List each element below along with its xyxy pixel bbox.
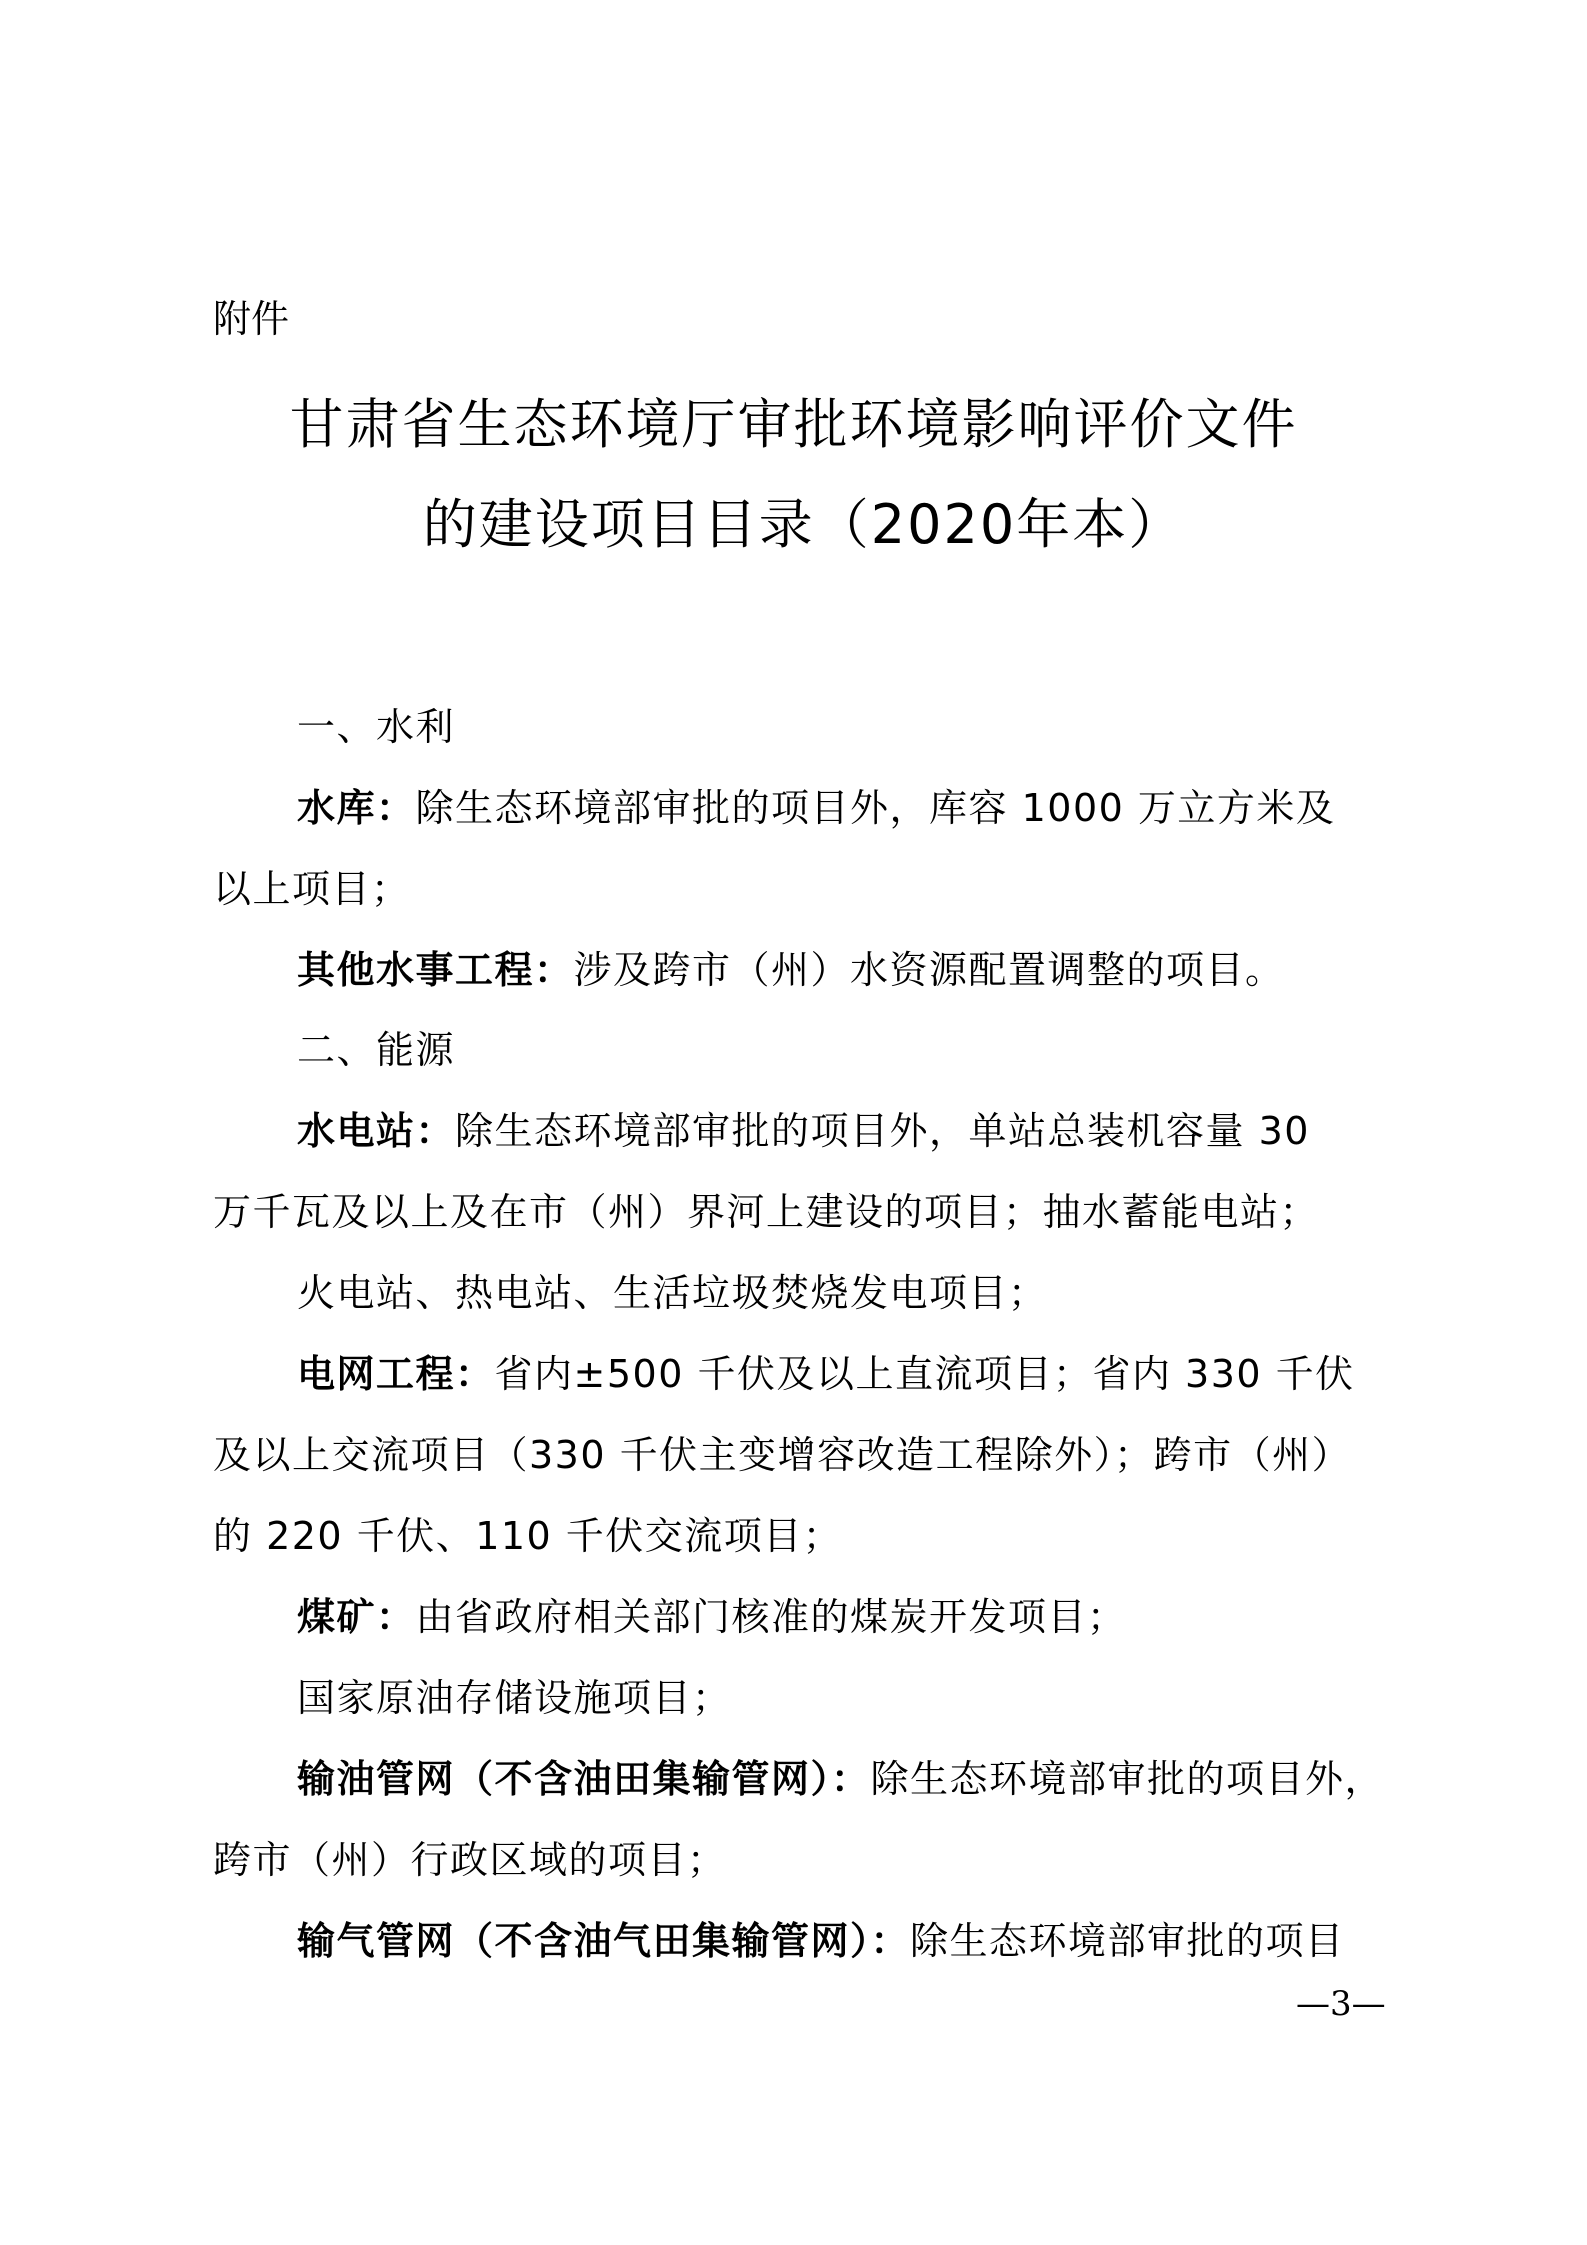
- item-reservoir-continued: 以上项目；: [213, 867, 411, 911]
- item-power-grid: [297, 1349, 1397, 1399]
- item-term: 其他水事工程：: [297, 948, 574, 992]
- item-oil-pipeline-continued: 跨市（州）行政区域的项目；: [213, 1838, 727, 1882]
- item-hydropower-continued: 万千瓦及以上及在市（州）界河上建设的项目；抽水蓄能电站；: [213, 1190, 1320, 1234]
- item-text: 涉及跨市（州）水资源配置调整的项目。: [573, 948, 1285, 992]
- item-text: 除生态环境部审批的项目外，库容 1000 万立方米及: [415, 786, 1336, 830]
- item-text: 除生态环境部审批的项目: [910, 1919, 1345, 1963]
- item-term: 输油管网（不含油田集输管网）：: [297, 1757, 871, 1801]
- page-number: —3—: [1296, 1984, 1386, 2024]
- item-hydropower: [297, 1106, 1397, 1156]
- item-term: 电网工程：: [297, 1352, 495, 1396]
- section-heading-energy: 二、能源: [297, 1028, 456, 1072]
- item-oil-pipeline: [297, 1754, 1397, 1804]
- item-reservoir: [297, 783, 1397, 833]
- item-crude-oil-storage: 国家原油存储设施项目；: [297, 1676, 732, 1720]
- document-title-line-1: 甘肃省生态环境厅审批环境影响评价文件: [289, 393, 1298, 456]
- document-title-line-2: 的建设项目目录（2020年本）: [422, 493, 1185, 556]
- item-gas-pipeline: [297, 1916, 1397, 1966]
- item-text: 省内±500 千伏及以上直流项目；省内 330 千伏: [494, 1352, 1355, 1396]
- item-coal-mine: [297, 1592, 1397, 1642]
- item-term: 输气管网（不含油气田集输管网）：: [297, 1919, 911, 1963]
- attachment-label: 附件: [213, 297, 290, 341]
- section-heading-water-conservancy: 一、水利: [297, 705, 456, 749]
- item-thermal-power: 火电站、热电站、生活垃圾焚烧发电项目；: [297, 1271, 1048, 1315]
- item-term: 煤矿：: [297, 1595, 416, 1639]
- item-text: 除生态环境部审批的项目外，单站总装机容量 30: [455, 1109, 1310, 1153]
- item-term: 水库：: [297, 786, 416, 830]
- item-other-water-projects: [297, 945, 1397, 995]
- item-power-grid-continued-2: 的 220 千伏、110 千伏交流项目；: [213, 1514, 843, 1558]
- item-text: 除生态环境部审批的项目外，: [870, 1757, 1385, 1801]
- item-text: 由省政府相关部门核准的煤炭开发项目；: [415, 1595, 1127, 1639]
- item-term: 水电站：: [297, 1109, 456, 1153]
- item-power-grid-continued-1: 及以上交流项目（330 千伏主变增容改造工程除外）；跨市（州）: [213, 1433, 1352, 1477]
